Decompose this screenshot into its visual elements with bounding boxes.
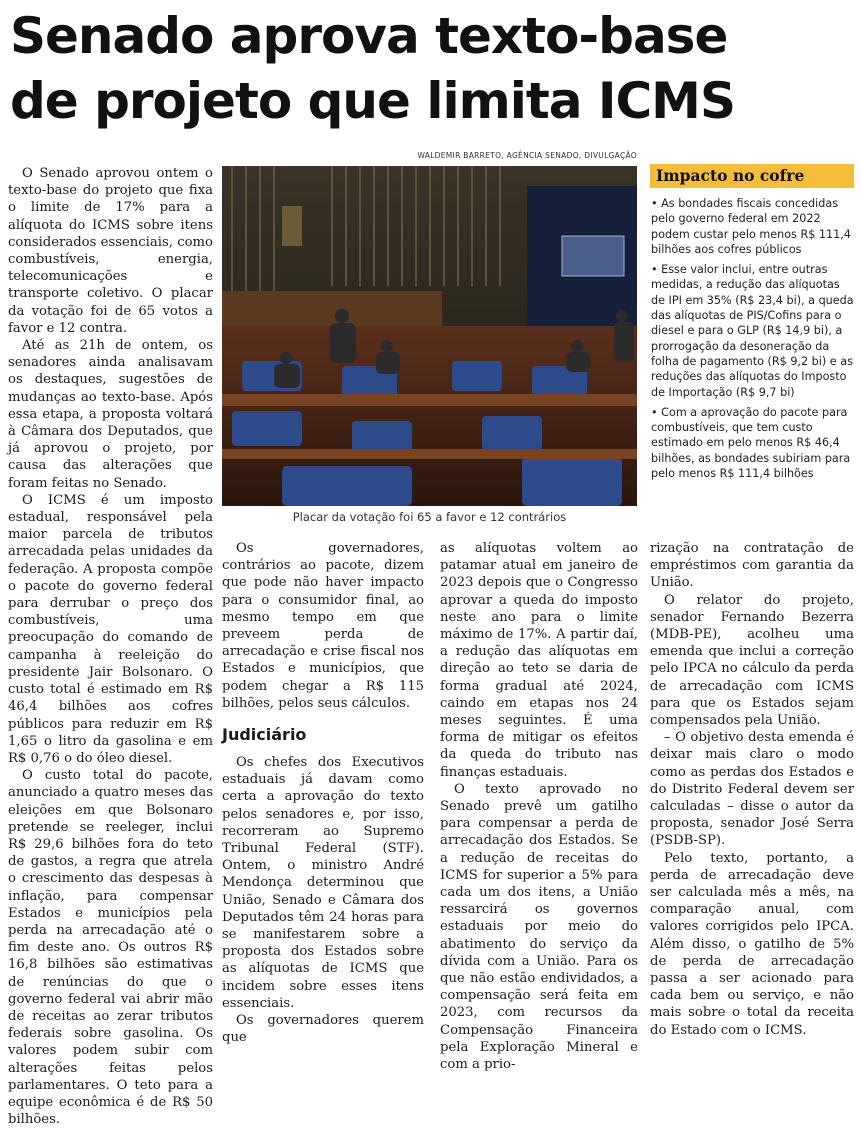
article-column-1 — [8, 165, 213, 1128]
paragraph: rização na contratação de empréstimos com garantia da União. — [650, 541, 854, 591]
article-column-4 — [650, 540, 854, 1038]
article-column-2 — [222, 540, 424, 1046]
sidebar-bullet: • Esse valor inclui, entre outras medidas, a redução das alíquotas de IPI em 35% (R$ 23,4 bi), a queda das alíquotas de PIS/Cofins para o diesel e para o GLP (R$ 14,9 bi), a prorrogação da desoneração da folha de pagamento (R$ 9,2 bi) e as reduções das alíquotas do Imposto de Importação (R$ 9,7 bi) — [650, 262, 854, 400]
headline-line-2: de projeto que limita ICMS — [10, 72, 735, 130]
paragraph: – O objetivo desta emenda é deixar mais claro o modo como as perdas dos Estados e do Distrito Federal devem ser calculadas – disse o autor da proposta, senador José Serra (PSDB-SP). — [650, 730, 854, 849]
paragraph: O custo total do pacote, anunciado a quatro meses das eleições em que Bolsonaro pretende se reeleger, inclui R$ 29,6 bilhões fora do teto de gastos, a regra que atrela o crescimento das despesas à inflação, para compensar Estados e municípios pela perda na arrecadação até o fim deste ano. Os outros R$ 16,8 bilhões são estimativas de renúncias do que o governo federal vai abrir mão de receitas ao zerar tributos federais sobre gasolina. Os valores podem subir com alterações feitas pelos parlamentares. O teto para a equipe econômica é de R$ 50 bilhões. — [8, 768, 213, 1128]
headline-line-1: Senado aprova texto-base — [10, 7, 728, 65]
photo-credit: WALDEMIR BARRETO, AGÊNCIA SENADO, DIVULGAÇÃO — [417, 151, 637, 160]
sidebar-title: Impacto no cofre — [650, 164, 854, 188]
paragraph: Os governadores querem que — [222, 1013, 424, 1046]
sidebar-bullet: • As bondades fiscais concedidas pelo governo federal em 2022 podem custar pelo menos R$ 111,4 bilhões aos cofres públicos — [650, 196, 854, 257]
paragraph: Pelo texto, portanto, a perda de arrecadação deve ser calculada mês a mês, na comparação anual, com valores corrigidos pelo IPCA. Além disso, o gatilho de 5% de perda de arrecadação passa a ser acionado para cada bem ou serviço, e não mais sobre o total da receita do Estado com o ICMS. — [650, 850, 854, 1038]
paragraph: O Senado aprovou ontem o texto-base do projeto que fixa o limite de 17% para a alíquota do ICMS sobre itens considerados essenciais, como combustíveis, energia, telecomunicações e transporte coletivo. O placar da votação foi de 65 votos a favor e 12 contra. — [8, 166, 213, 336]
paragraph: O relator do projeto, senador Fernando Bezerra (MDB-PE), acolheu uma emenda que inclui a correção pelo IPCA no cálculo da perda de arrecadação com ICMS para que os Estados sejam compensados pela União. — [650, 592, 854, 729]
headline — [10, 4, 855, 134]
paragraph: Até as 21h de ontem, os senadores ainda analisavam os destaques, sugestões de mudanças ao texto-base. Após essa etapa, a proposta voltará à Câmara dos Deputados, que já aprovou o projeto, por causa das alterações que foram feitas no Senado. — [8, 338, 213, 491]
paragraph: as alíquotas voltem ao patamar atual em janeiro de 2023 depois que o Congresso aprovar a queda do imposto neste ano para o limite máximo de 17%. A partir daí, a redução das alíquotas em direção ao teto se daria de forma gradual até 2024, caindo em etapas nos 24 meses seguintes. É uma forma de mitigar os efeitos da queda do tributo nas finanças estaduais. — [440, 541, 638, 780]
paragraph: O texto aprovado no Senado prevê um gatilho para compensar a perda de arrecadação dos Estados. Se a redução de receitas do ICMS for superior a 5% para cada um dos itens, a União ressarcirá os governos estaduais por meio do abatimento do serviço da dívida com a União. Para os que não estão endividados, a compensação será feita em 2023, com recursos da Compensação Financeira pela Exploração Mineral e com a prio- — [440, 781, 638, 1073]
paragraph: Os chefes dos Executivos estaduais já davam como certa a aprovação do texto pelos senadores e, por isso, recorreram ao Supremo Tribunal Federal (STF). Ontem, o ministro André Mendonça determinou que União, Senado e Câmara dos Deputados têm 24 horas para se manifestarem sobre a proposta dos Estados sobre as alíquotas de ICMS que incidem sobre esses itens essenciais. — [222, 755, 424, 1011]
sidebar-bullet: • Com a aprovação do pacote para combustíveis, que tem custo estimado em pelo menos R$ 46,4 bilhões, as bondades subiriam para pelo menos R$ 111,4 bilhões — [650, 405, 854, 481]
article-column-3 — [440, 540, 638, 1073]
section-subhead: Judiciário — [222, 725, 307, 745]
senate-chamber-photo — [222, 166, 637, 506]
paragraph: Os governadores, contrários ao pacote, dizem que pode não haver impacto para o consumidor final, ao mesmo tempo em que preveem perda de arrecadação e crise fiscal nos Estados e municípios, que podem chegar a R$ 115 bilhões, pelos seus cálculos. — [222, 541, 424, 711]
photo-caption: Placar da votação foi 65 a favor e 12 contrários — [292, 510, 567, 524]
impact-sidebar — [650, 164, 854, 524]
paragraph: O ICMS é um imposto estadual, responsável pela maior parcela de tributos arrecadada pelas unidades da federação. A proposta compõe o pacote do governo federal para derrubar o preço dos combustíveis, uma preocupação do comando de campanha à reeleição do presidente Jair Bolsonaro. O custo total é estimado em R$ 46,4 bilhões aos cofres públicos para reduzir em R$ 1,65 o litro da gasolina e em R$ 0,76 o do óleo diesel. — [8, 492, 213, 766]
